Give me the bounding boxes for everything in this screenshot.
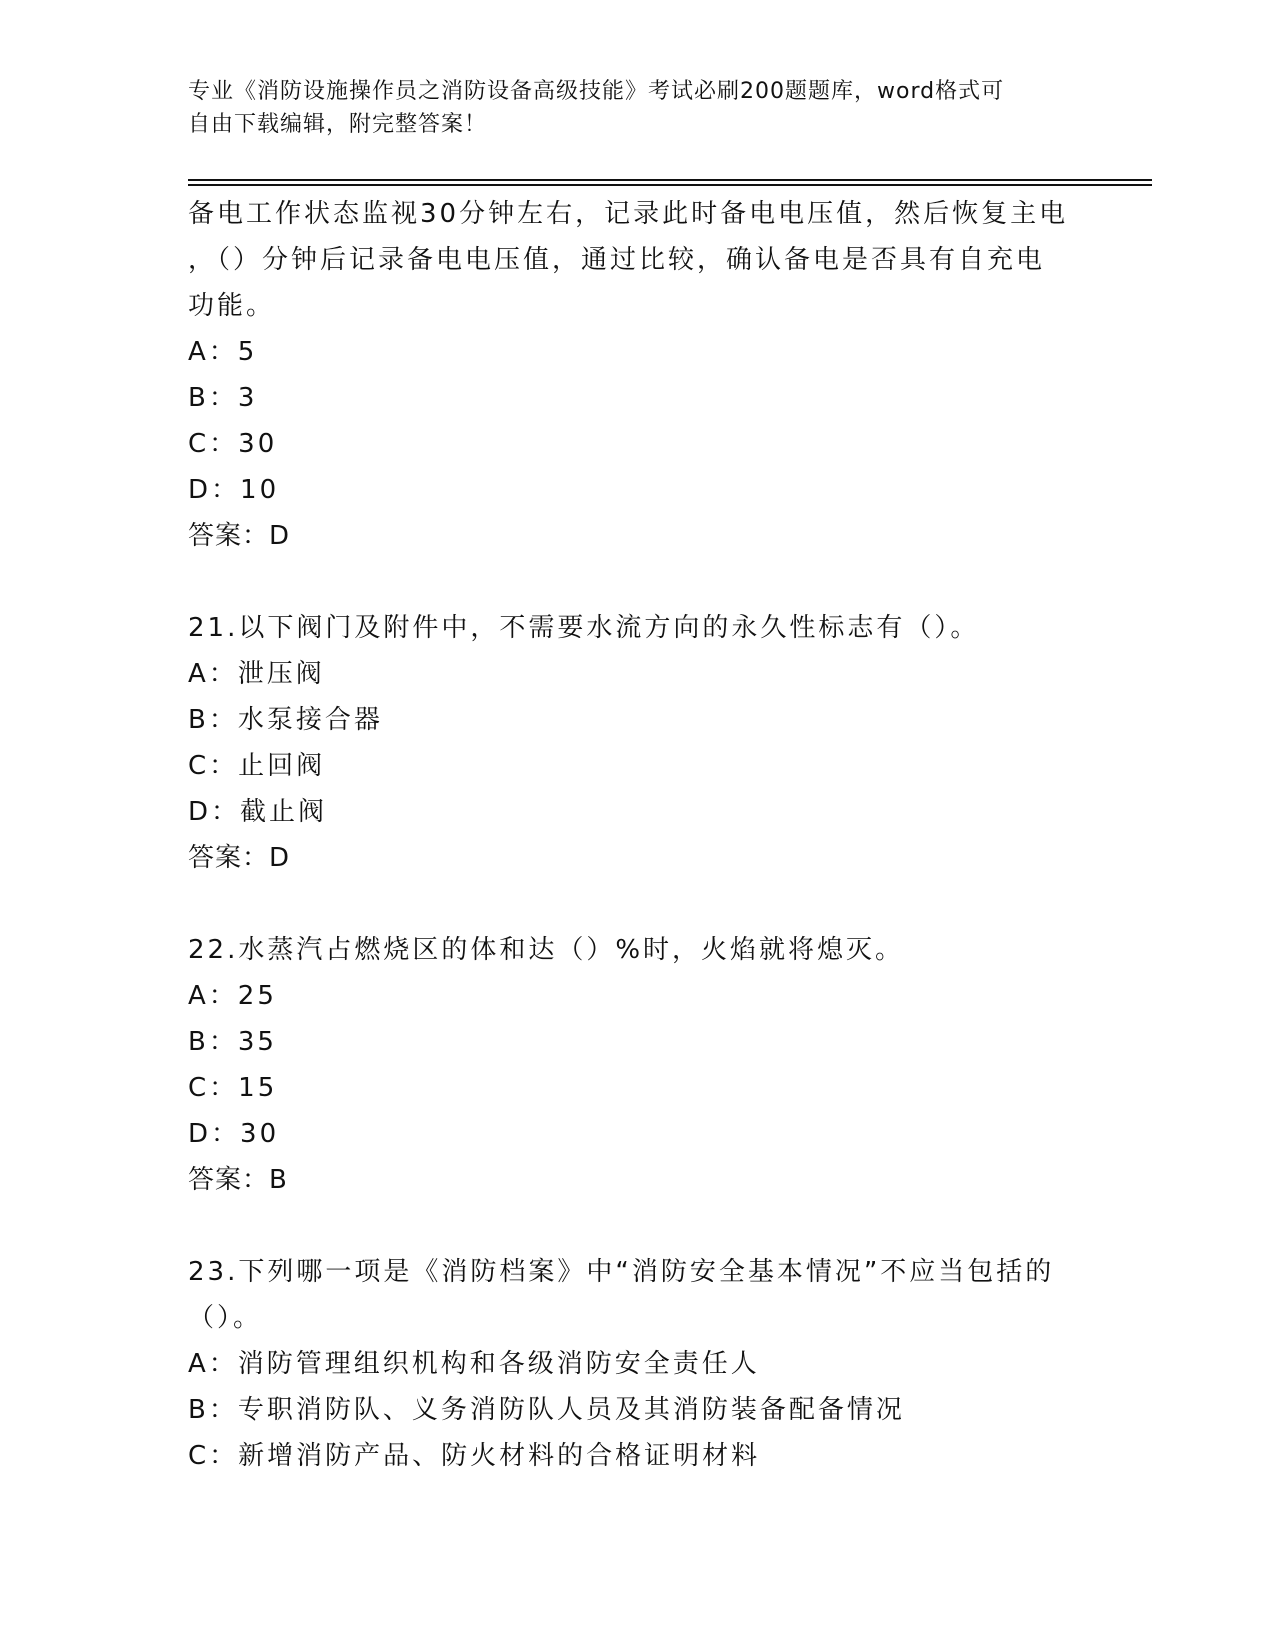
question-stem-line: 23.下列哪一项是《消防档案》中“消防安全基本情况”不应当包括的 (188, 1257, 1055, 1287)
option-b: B：专职消防队、义务消防队人员及其消防装备配备情况 (188, 1395, 905, 1425)
option-c: C：止回阀 (188, 751, 326, 781)
option-c: C：新增消防产品、防火材料的合格证明材料 (188, 1441, 761, 1471)
option-a: A：5 (188, 337, 258, 367)
question-spacer (188, 881, 1088, 927)
option-d: D：截止阀 (188, 797, 328, 827)
option-b: B：35 (188, 1027, 277, 1057)
question-stem-line: 22.水蒸汽占燃烧区的体和达（）%时，火焰就将熄灭。 (188, 935, 905, 965)
option-a: A：25 (188, 981, 277, 1011)
header-line-1: 专业《消防设施操作员之消防设备高级技能》考试必刷200题题库，word格式可 (188, 79, 1005, 104)
question-stem-line: 备电工作状态监视30分钟左右，记录此时备电电压值，然后恢复主电 (188, 199, 1069, 229)
answer-line: 答案：D (188, 521, 291, 551)
document-header (188, 75, 1088, 141)
option-a: A：消防管理组织机构和各级消防安全责任人 (188, 1349, 760, 1379)
header-rule-top (188, 179, 1152, 181)
option-a: A：泄压阀 (188, 659, 325, 689)
question-stem-line: ，（）分钟后记录备电电压值，通过比较，确认备电是否具有自充电 (188, 245, 1046, 275)
answer-line: 答案：D (188, 843, 291, 873)
question-content (188, 191, 1088, 1479)
question-spacer (188, 559, 1088, 605)
option-b: B：3 (188, 383, 258, 413)
option-d: D：10 (188, 475, 280, 505)
question-21 (188, 605, 1088, 881)
option-c: C：15 (188, 1073, 278, 1103)
question-20 (188, 191, 1088, 559)
header-line-2: 自由下载编辑，附完整答案！ (188, 112, 488, 137)
option-c: C：30 (188, 429, 278, 459)
question-stem-line: 21.以下阀门及附件中，不需要水流方向的永久性标志有（）。 (188, 613, 980, 643)
question-spacer (188, 1203, 1088, 1249)
header-rule-bottom (188, 184, 1152, 186)
question-22 (188, 927, 1088, 1203)
question-stem-line: （）。 (188, 1303, 263, 1333)
answer-line: 答案：B (188, 1165, 288, 1195)
question-23 (188, 1249, 1088, 1479)
option-d: D：30 (188, 1119, 280, 1149)
question-stem-line: 功能。 (188, 291, 276, 321)
option-b: B：水泵接合器 (188, 705, 383, 735)
